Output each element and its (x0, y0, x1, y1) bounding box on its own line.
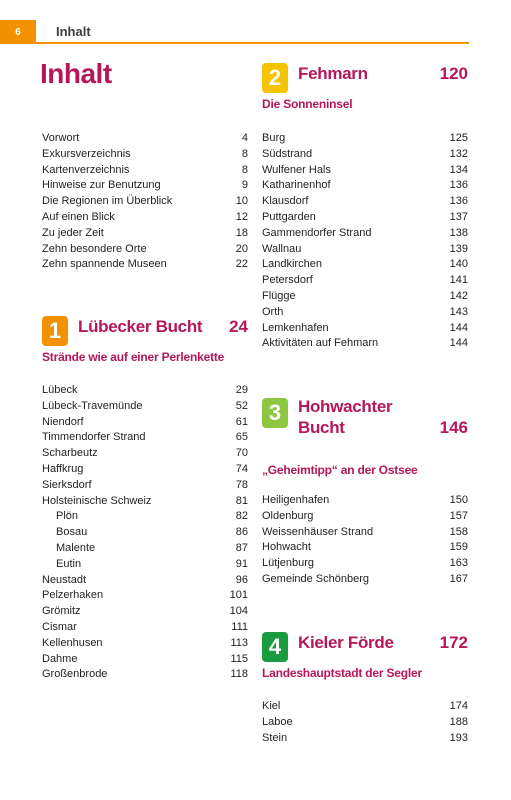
section-3-header (262, 396, 468, 440)
section-number-badge: 2 (262, 63, 288, 93)
toc-entry-page: 188 (449, 715, 468, 728)
toc-entry (42, 462, 248, 478)
toc-entry-page: 150 (449, 494, 468, 506)
toc-entry (42, 509, 248, 525)
toc-entry-page: 115 (230, 652, 248, 665)
toc-entry-title: Neustadt (42, 573, 87, 586)
toc-entry-page: 132 (449, 147, 468, 160)
toc-entry-page: 125 (449, 132, 468, 144)
toc-entry-page: 143 (449, 305, 468, 318)
toc-entry-title: Grömitz (42, 605, 81, 618)
toc-entry-page: 4 (241, 132, 248, 144)
toc-entry-title: Zu jeder Zeit (42, 226, 104, 239)
toc-entry (262, 540, 468, 556)
toc-entry (262, 321, 468, 337)
toc-entry-page: 52 (235, 399, 248, 412)
toc-entry (42, 178, 248, 194)
toc-entry-page: 158 (449, 525, 468, 538)
toc-entry (262, 336, 468, 352)
section-2-header (262, 63, 468, 97)
toc-entry (262, 242, 468, 258)
toc-entry-title: Gemeinde Schönberg (262, 572, 370, 585)
toc-entry (262, 289, 468, 305)
toc-entry (42, 257, 248, 273)
toc-entry-title: Wulfener Hals (262, 163, 331, 176)
toc-entry (42, 226, 248, 242)
toc-entry (42, 399, 248, 415)
section-3-toc (262, 493, 468, 588)
toc-entry (262, 131, 468, 147)
toc-entry (42, 494, 248, 510)
toc-entry-page: 113 (230, 636, 248, 649)
toc-entry-page: 137 (449, 210, 468, 223)
toc-entry-title: Lübeck-Travemünde (42, 399, 143, 412)
toc-entry-page: 141 (449, 274, 468, 287)
toc-entry (262, 525, 468, 541)
section-3-subtitle: „Geheimtipp“ an der Ostsee (262, 463, 418, 477)
toc-entry (42, 383, 248, 399)
toc-entry (42, 541, 248, 557)
toc-entry-title: Lemkenhafen (262, 321, 329, 334)
toc-entry-title: Lübeck (42, 384, 78, 396)
toc-entry-title: Aktivitäten auf Fehmarn (262, 337, 379, 350)
toc-entry (42, 667, 248, 683)
toc-entry-page: 142 (449, 289, 468, 302)
toc-entry-page: 144 (449, 321, 468, 334)
toc-entry-page: 96 (235, 573, 248, 586)
running-title: Inhalt (56, 24, 91, 39)
toc-entry-page: 29 (235, 384, 248, 396)
toc-entry-title: Sierksdorf (42, 478, 92, 491)
toc-entry-page: 65 (235, 431, 248, 444)
toc-entry-page: 104 (229, 605, 248, 618)
toc-entry-page: 138 (449, 226, 468, 239)
toc-entry-page: 134 (449, 163, 468, 176)
section-page: 146 (439, 418, 468, 437)
section-page: 172 (439, 633, 468, 652)
toc-entry-page: 20 (235, 242, 248, 255)
toc-entry-page: 139 (449, 242, 468, 255)
toc-entry-page: 82 (235, 510, 248, 523)
toc-entry (42, 415, 248, 431)
toc-entry-page: 118 (230, 668, 248, 681)
toc-entry-title: Haffkrug (42, 462, 84, 475)
toc-entry-title: Dahme (42, 652, 78, 665)
toc-entry-title: Wallnau (262, 242, 302, 255)
section-page: 120 (439, 64, 468, 83)
toc-entry (42, 604, 248, 620)
toc-entry-page: 8 (241, 147, 248, 160)
toc-entry-title: Hinweise zur Benutzung (42, 179, 161, 192)
section-title: Hohwachter Bucht (298, 397, 393, 437)
toc-entry-page: 8 (241, 163, 248, 176)
toc-entry (42, 147, 248, 163)
toc-entry (262, 147, 468, 163)
toc-entry-page: 10 (235, 195, 248, 208)
section-4-subtitle: Landeshauptstadt der Segler (262, 666, 422, 680)
toc-entry (42, 163, 248, 179)
toc-entry-title: Auf einen Blick (42, 210, 115, 223)
toc-entry-title: Puttgarden (262, 210, 316, 223)
toc-entry (262, 163, 468, 179)
section-title: Kieler Förde (298, 633, 394, 652)
toc-entry (262, 715, 468, 731)
toc-entry-title: Scharbeutz (42, 447, 98, 460)
toc-entry-page: 144 (449, 337, 468, 350)
toc-entry (262, 731, 468, 747)
toc-entry-page: 70 (235, 447, 248, 460)
toc-entry-page: 174 (449, 700, 468, 712)
toc-entry-page: 87 (235, 541, 248, 554)
toc-entry-page: 86 (235, 526, 248, 539)
toc-entry (42, 242, 248, 258)
toc-entry (262, 572, 468, 588)
toc-entry (262, 273, 468, 289)
toc-entry-title: Laboe (262, 715, 293, 728)
toc-entry (262, 493, 468, 509)
toc-entry-title: Holsteinische Schweiz (42, 494, 152, 507)
toc-entry (42, 588, 248, 604)
toc-entry (262, 556, 468, 572)
section-1-header (42, 316, 248, 350)
section-number-badge: 4 (262, 632, 288, 662)
toc-entry-title: Eutin (56, 557, 82, 570)
toc-entry-page: 74 (235, 462, 248, 475)
section-number-badge: 3 (262, 398, 288, 428)
toc-entry-page: 136 (449, 195, 468, 208)
section-4-header (262, 632, 468, 666)
toc-entry-page: 140 (449, 258, 468, 271)
toc-entry-title: Stein (262, 731, 288, 744)
toc-entry-title: Südstrand (262, 147, 313, 160)
toc-entry-title: Niendorf (42, 415, 84, 428)
toc-entry-title: Landkirchen (262, 258, 322, 271)
toc-entry (42, 446, 248, 462)
section-page: 24 (229, 317, 248, 336)
section-title: Fehmarn (298, 64, 368, 83)
toc-entry (42, 620, 248, 636)
toc-entry-title: Zehn besondere Orte (42, 242, 147, 255)
page-number: 6 (0, 20, 36, 44)
toc-entry (42, 210, 248, 226)
toc-entry-page: 22 (235, 258, 248, 271)
section-4-toc (262, 699, 468, 746)
toc-entry-title: Die Regionen im Überblick (42, 195, 173, 208)
toc-entry (262, 305, 468, 321)
toc-entry-title: Burg (262, 132, 286, 144)
toc-entry (42, 430, 248, 446)
section-number-badge: 1 (42, 316, 68, 346)
toc-entry (42, 478, 248, 494)
toc-entry-title: Cismar (42, 620, 77, 633)
toc-entry-page: 163 (449, 557, 468, 570)
toc-entry-title: Bosau (56, 526, 88, 539)
toc-entry-page: 157 (449, 509, 468, 522)
section-title: Lübecker Bucht (78, 317, 203, 336)
toc-entry-page: 111 (231, 620, 248, 633)
toc-entry-title: Kellenhusen (42, 636, 103, 649)
toc-entry-title: Petersdorf (262, 274, 313, 287)
toc-entry-title: Großenbrode (42, 668, 108, 681)
toc-entry-title: Pelzerhaken (42, 589, 104, 602)
toc-entry-page: 78 (235, 478, 248, 491)
toc-entry (262, 699, 468, 715)
toc-entry-page: 18 (235, 226, 248, 239)
toc-entry-page: 91 (235, 557, 248, 570)
toc-entry-title: Kartenverzeichnis (42, 163, 130, 176)
page-title: Inhalt (40, 58, 112, 89)
toc-entry (262, 257, 468, 273)
toc-entry-title: Katharinenhof (262, 179, 331, 192)
toc-entry-title: Orth (262, 305, 284, 318)
section-2-toc (262, 131, 468, 352)
toc-entry-title: Exkursverzeichnis (42, 147, 131, 160)
toc-entry (42, 557, 248, 573)
toc-entry (42, 573, 248, 589)
toc-entry-title: Hohwacht (262, 541, 311, 554)
toc-entry-title: Kiel (262, 700, 281, 712)
toc-entry-title: Klausdorf (262, 195, 309, 208)
toc-entry-title: Oldenburg (262, 509, 314, 522)
toc-entry (262, 210, 468, 226)
toc-entry-title: Plön (56, 510, 79, 523)
toc-entry-page: 167 (449, 572, 468, 585)
toc-entry (42, 525, 248, 541)
toc-entry-page: 193 (449, 731, 468, 744)
toc-entry-title: Weissenhäuser Strand (262, 525, 374, 538)
toc-entry (262, 194, 468, 210)
toc-entry-page: 9 (241, 179, 248, 192)
toc-entry (42, 652, 248, 668)
toc-entry-page: 101 (229, 589, 248, 602)
toc-entry-page: 12 (235, 210, 248, 223)
toc-entry (262, 226, 468, 242)
toc-entry-title: Malente (56, 541, 96, 554)
toc-entry-page: 136 (449, 179, 468, 192)
toc-entry-title: Vorwort (42, 132, 80, 144)
toc-entry-title: Zehn spannende Museen (42, 258, 167, 271)
toc-entry (42, 194, 248, 210)
toc-entry (42, 636, 248, 652)
toc-entry-page: 159 (449, 541, 468, 554)
section-2-subtitle: Die Sonneninsel (262, 97, 353, 111)
toc-entry-title: Lütjenburg (262, 557, 314, 570)
toc-entry-page: 81 (235, 494, 248, 507)
toc-entry (42, 131, 248, 147)
toc-entry-title: Heiligenhafen (262, 494, 330, 506)
toc-entry (262, 178, 468, 194)
toc-entry-title: Timmendorfer Strand (42, 431, 146, 444)
intro-toc (42, 131, 248, 273)
toc-entry-title: Gammendorfer Strand (262, 226, 372, 239)
toc-entry-title: Flügge (262, 289, 296, 302)
header-rule (36, 42, 469, 44)
section-1-subtitle: Strände wie auf einer Perlenkette (42, 350, 225, 364)
section-1-toc (42, 383, 248, 683)
toc-entry-page: 61 (235, 415, 248, 428)
toc-entry (262, 509, 468, 525)
